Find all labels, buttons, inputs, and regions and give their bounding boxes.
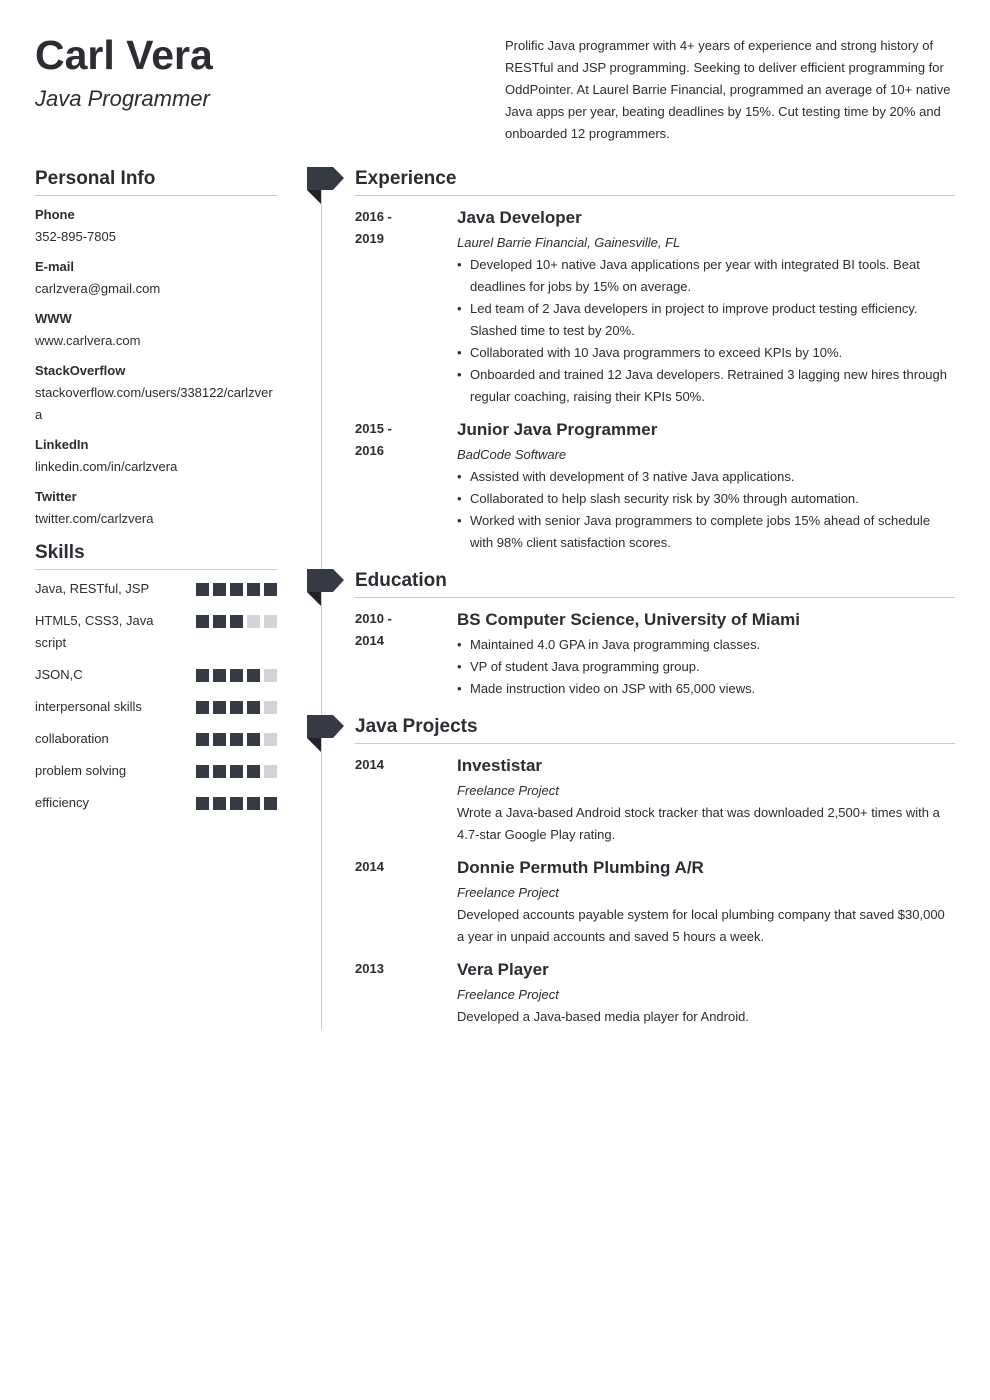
skill-dot-filled [196,733,209,746]
skill-dot-empty [264,733,277,746]
skill-row [35,664,277,686]
date-end: 2016 [355,443,384,458]
skill-dot-empty [264,701,277,714]
skill-dot-filled [230,615,243,628]
stackoverflow-label: StackOverflow [35,363,126,378]
skill-dot-filled [213,701,226,714]
skills-heading: Skills [35,540,277,570]
skill-dot-filled [196,615,209,628]
skill-rating [196,733,277,746]
project-entry [355,958,955,1028]
section-flag-icon [307,569,344,606]
bullet-item: • Maintained 4.0 GPA in Java programming classes. [457,634,955,656]
entry-body [457,418,955,554]
skill-dot-filled [247,701,260,714]
entry-title: Investistar [457,756,543,775]
bullet-item: • Made instruction video on JSP with 65,000 views. [457,678,955,700]
skill-dot-empty [264,615,277,628]
project-entry [355,856,955,948]
bullet-item: • VP of student Java programming group. [457,656,955,678]
bullet-list [457,466,955,554]
skill-dot-filled [213,733,226,746]
entry-date: 2014 [355,859,384,874]
bullet-item: • Developed 10+ native Java applications per year with integrated BI tools. Beat deadlines for jobs by 15% on average. [457,254,955,298]
skill-dot-filled [196,765,209,778]
skill-row [35,792,277,814]
date-start: 2016 - [355,209,392,224]
skill-dot-filled [230,733,243,746]
entry-date [355,608,457,700]
skill-row [35,610,277,654]
phone-label: Phone [35,207,75,222]
skill-name: JSON,C [35,667,83,682]
skill-rating [196,701,277,714]
skill-name: efficiency [35,795,89,810]
education-section [355,568,955,700]
experience-heading: Experience [355,166,955,196]
education-entry [355,608,955,700]
entry-company: BadCode Software [457,447,567,462]
email-value[interactable]: carlzvera@gmail.com [35,281,161,296]
skill-row [35,696,277,718]
skill-dot-filled [247,765,260,778]
linkedin-label: LinkedIn [35,437,89,452]
projects-heading: Java Projects [355,714,955,744]
entry-title: Donnie Permuth Plumbing A/R [457,858,704,877]
linkedin-value[interactable]: linkedin.com/in/carlzvera [35,459,178,474]
summary-text: Prolific Java programmer with 4+ years of experience and strong history of RESTful and JSP programming. Seeking to deliver efficient programming for OddPointer. At Laurel Barrie Financial, programmed an average of 10+ native Java apps per year, beating deadlines by 15%. Cut testing time by 20% and onboarded 12 programmers. [505,38,951,141]
entry-date [355,418,457,554]
date-end: 2014 [355,633,384,648]
skill-name: problem solving [35,763,127,778]
entry-subtitle: Freelance Project [457,987,559,1002]
personal-info-list [35,204,277,530]
phone-value: 352-895-7805 [35,229,116,244]
entry-title: Vera Player [457,960,549,979]
skill-dot-empty [247,615,260,628]
email-label: E-mail [35,259,75,274]
personal-info-heading: Personal Info [35,166,277,196]
skill-dot-filled [247,669,260,682]
skill-rating [196,669,277,682]
skill-dot-empty [264,669,277,682]
skill-dot-filled [213,797,226,810]
skill-dot-filled [196,797,209,810]
entry-body [457,856,955,948]
skill-name: HTML5, CSS3, Java script [35,613,154,650]
skill-rating [196,797,277,810]
skill-dot-filled [196,669,209,682]
skill-dot-empty [264,765,277,778]
experience-section [355,166,955,554]
experience-entry [355,418,955,554]
entry-date [355,206,457,408]
date-end: 2019 [355,231,384,246]
skill-row [35,760,277,782]
skill-rating [196,615,277,628]
skill-dot-filled [213,583,226,596]
entry-date: 2014 [355,757,384,772]
entry-subtitle: Freelance Project [457,885,559,900]
date-start: 2010 - [355,611,392,626]
skill-dot-filled [213,765,226,778]
skill-rating [196,583,277,596]
entry-description: Wrote a Java-based Android stock tracker that was downloaded 2,500+ times with a 4.7-star Google Play rating. [457,805,940,842]
bullet-item: • Led team of 2 Java developers in project to improve product testing efficiency. Slashed time to test by 20%. [457,298,955,342]
skill-name: interpersonal skills [35,699,142,714]
entry-body [457,958,955,1028]
stackoverflow-value[interactable]: stackoverflow.com/users/338122/carlzvera [35,385,273,422]
bullet-list [457,634,955,700]
skills-list [35,578,277,814]
entry-subtitle: Freelance Project [457,783,559,798]
skill-dot-filled [247,583,260,596]
skill-row [35,728,277,750]
www-label: WWW [35,311,72,326]
www-value[interactable]: www.carlvera.com [35,333,141,348]
job-title: Java Programmer [35,86,210,111]
skill-dot-filled [247,733,260,746]
education-heading: Education [355,568,955,598]
skill-dot-filled [213,669,226,682]
skill-dot-filled [230,701,243,714]
bullet-item: • Worked with senior Java programmers to complete jobs 15% ahead of schedule with 98% client satisfaction scores. [457,510,955,554]
bullet-item: • Collaborated to help slash security risk by 30% through automation. [457,488,955,510]
skill-dot-filled [213,615,226,628]
bullet-item: • Assisted with development of 3 native Java applications. [457,466,955,488]
skill-dot-filled [264,797,277,810]
skill-dot-filled [230,583,243,596]
entry-title: Junior Java Programmer [457,420,658,439]
skill-rating [196,765,277,778]
bullet-item: • Collaborated with 10 Java programmers to exceed KPIs by 10%. [457,342,955,364]
date-start: 2015 - [355,421,392,436]
skill-dot-filled [264,583,277,596]
skill-dot-filled [230,765,243,778]
entry-title: Java Developer [457,208,582,227]
section-flag-icon [307,167,344,204]
entry-date: 2013 [355,961,384,976]
entry-description: Developed accounts payable system for local plumbing company that saved $30,000 a year in unpaid accounts and saved 5 hours a week. [457,907,945,944]
left-column [35,166,277,824]
projects-section [355,714,955,1028]
bullet-list [457,254,955,408]
bullet-item: • Onboarded and trained 12 Java developers. Retrained 3 lagging new hires through regular coaching, raising their KPIs 50%. [457,364,955,408]
skill-dot-filled [196,583,209,596]
skill-name: collaboration [35,731,109,746]
twitter-value[interactable]: twitter.com/carlzvera [35,511,154,526]
section-flag-icon [307,715,344,752]
experience-entry [355,206,955,408]
skill-dot-filled [230,669,243,682]
entry-body [457,754,955,846]
project-entry [355,754,955,846]
entry-body [457,206,955,408]
timeline-line [321,190,322,1030]
skill-row [35,578,277,600]
candidate-name: Carl Vera [35,32,213,78]
entry-description: Developed a Java-based media player for Android. [457,1009,749,1024]
skill-dot-filled [196,701,209,714]
skill-name: Java, RESTful, JSP [35,581,150,596]
skill-dot-filled [230,797,243,810]
twitter-label: Twitter [35,489,77,504]
skill-dot-filled [247,797,260,810]
entry-title: BS Computer Science, University of Miami [457,610,800,629]
entry-company: Laurel Barrie Financial, Gainesville, FL [457,235,681,250]
entry-body [457,608,955,700]
